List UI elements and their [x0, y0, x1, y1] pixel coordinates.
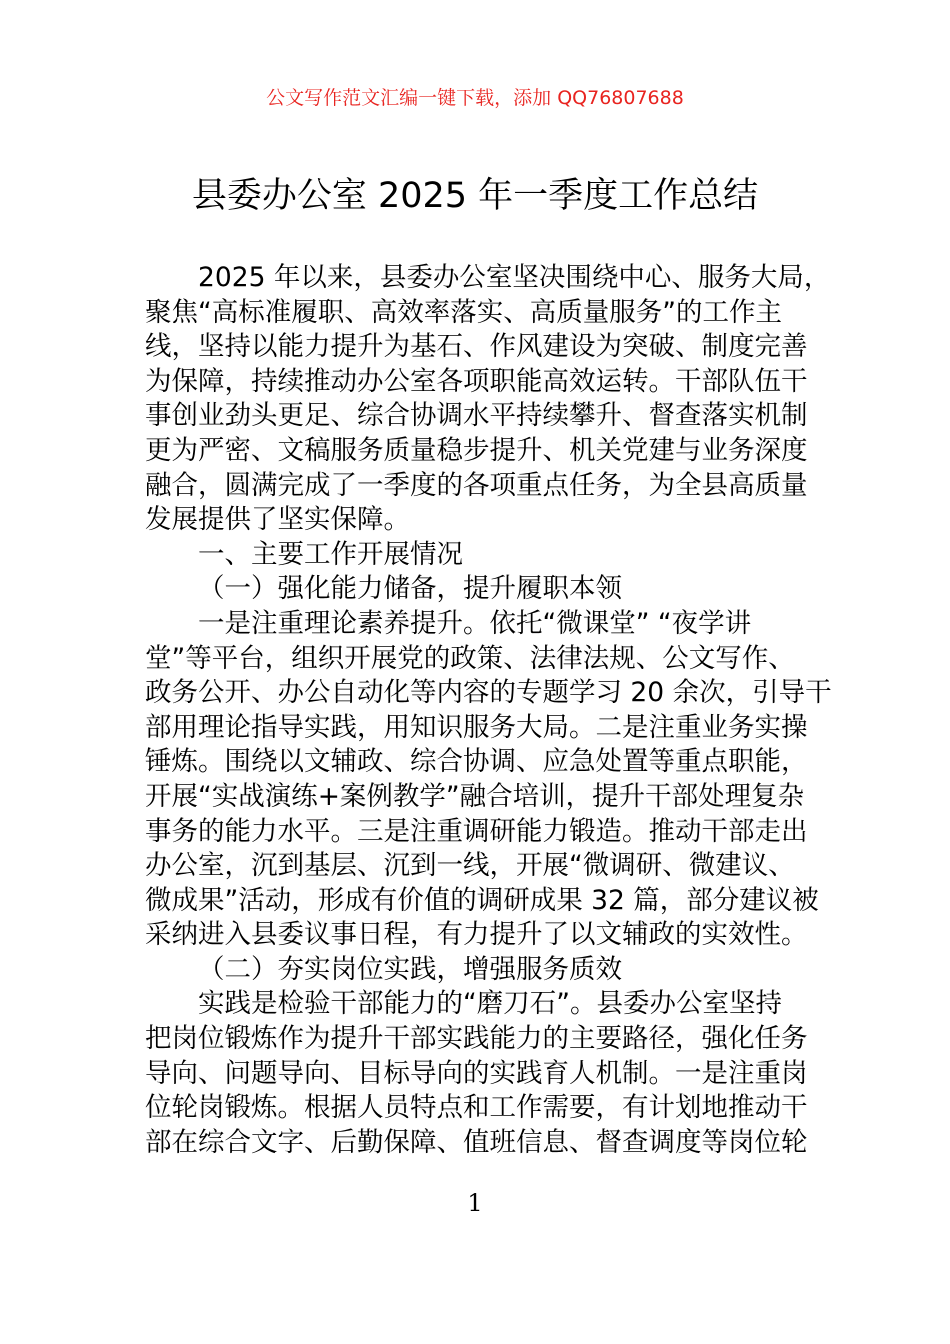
paragraph-line: 一是注重理论素养提升。依托“微课堂” “夜学讲	[198, 607, 752, 639]
page-number: 1	[467, 1189, 483, 1217]
paragraph-line: 更为严密、文稿服务质量稳步提升、机关党建与业务深度	[145, 434, 808, 466]
document-body	[145, 261, 832, 1160]
paragraph-line: 把岗位锻炼作为提升干部实践能力的主要路径，强化任务	[145, 1023, 808, 1055]
paragraph-line: 融合，圆满完成了一季度的各项重点任务，为全县高质量	[145, 469, 808, 501]
paragraph-line: 位轮岗锻炼。根据人员特点和工作需要，有计划地推动干	[145, 1092, 808, 1124]
paragraph-line: 部用理论指导实践，用知识服务大局。二是注重业务实操	[145, 711, 808, 743]
paragraph-line: 微成果”活动，形成有价值的调研成果 32 篇，部分建议被	[145, 884, 819, 916]
paragraph-line: 线，坚持以能力提升为基石、作风建设为突破、制度完善	[145, 331, 808, 363]
paragraph-line: 政务公开、办公自动化等内容的专题学习 20 余次，引导干	[145, 677, 832, 709]
paragraph-line: 2025 年以来，县委办公室坚决围绕中心、服务大局，	[198, 262, 831, 293]
paragraph-line: 导向、问题导向、目标导向的实践育人机制。一是注重岗	[145, 1057, 808, 1089]
paragraph-line: 事务的能力水平。三是注重调研能力锻造。推动干部走出	[145, 815, 808, 847]
paragraph-line: 部在综合文字、后勤保障、值班信息、督查调度等岗位轮	[145, 1126, 808, 1158]
paragraph-line: 实践是检验干部能力的“磨刀石”。县委办公室坚持	[198, 988, 782, 1020]
paragraph-line: 堂”等平台，组织开展党的政策、法律法规、公文写作、	[145, 642, 795, 674]
header-download-note: 公文写作范文汇编一键下载，添加 QQ76807688	[266, 87, 684, 109]
section-heading: 一、主要工作开展情况	[198, 538, 463, 570]
paragraph-line: 为保障，持续推动办公室各项职能高效运转。干部队伍干	[145, 365, 808, 397]
paragraph-line: 事创业劲头更足、综合协调水平持续攀升、督查落实机制	[145, 400, 808, 432]
paragraph-line: 锤炼。围绕以文辅政、综合协调、应急处置等重点职能，	[145, 746, 808, 778]
paragraph-line: 发展提供了坚实保障。	[145, 504, 410, 536]
paragraph-line: 聚焦“高标准履职、高效率落实、高质量服务”的工作主	[145, 296, 782, 328]
subsection-heading: （一）强化能力储备，提升履职本领	[198, 573, 622, 605]
paragraph-line: 采纳进入县委议事日程，有力提升了以文辅政的实效性。	[145, 919, 808, 951]
subsection-heading: （二）夯实岗位实践，增强服务质效	[198, 953, 622, 985]
document-title: 县委办公室 2025 年一季度工作总结	[191, 176, 759, 216]
paragraph-line: 办公室，沉到基层、沉到一线，开展“微调研、微建议、	[145, 850, 795, 882]
paragraph-line: 开展“实战演练+案例教学”融合培训，提升干部处理复杂	[145, 780, 805, 812]
